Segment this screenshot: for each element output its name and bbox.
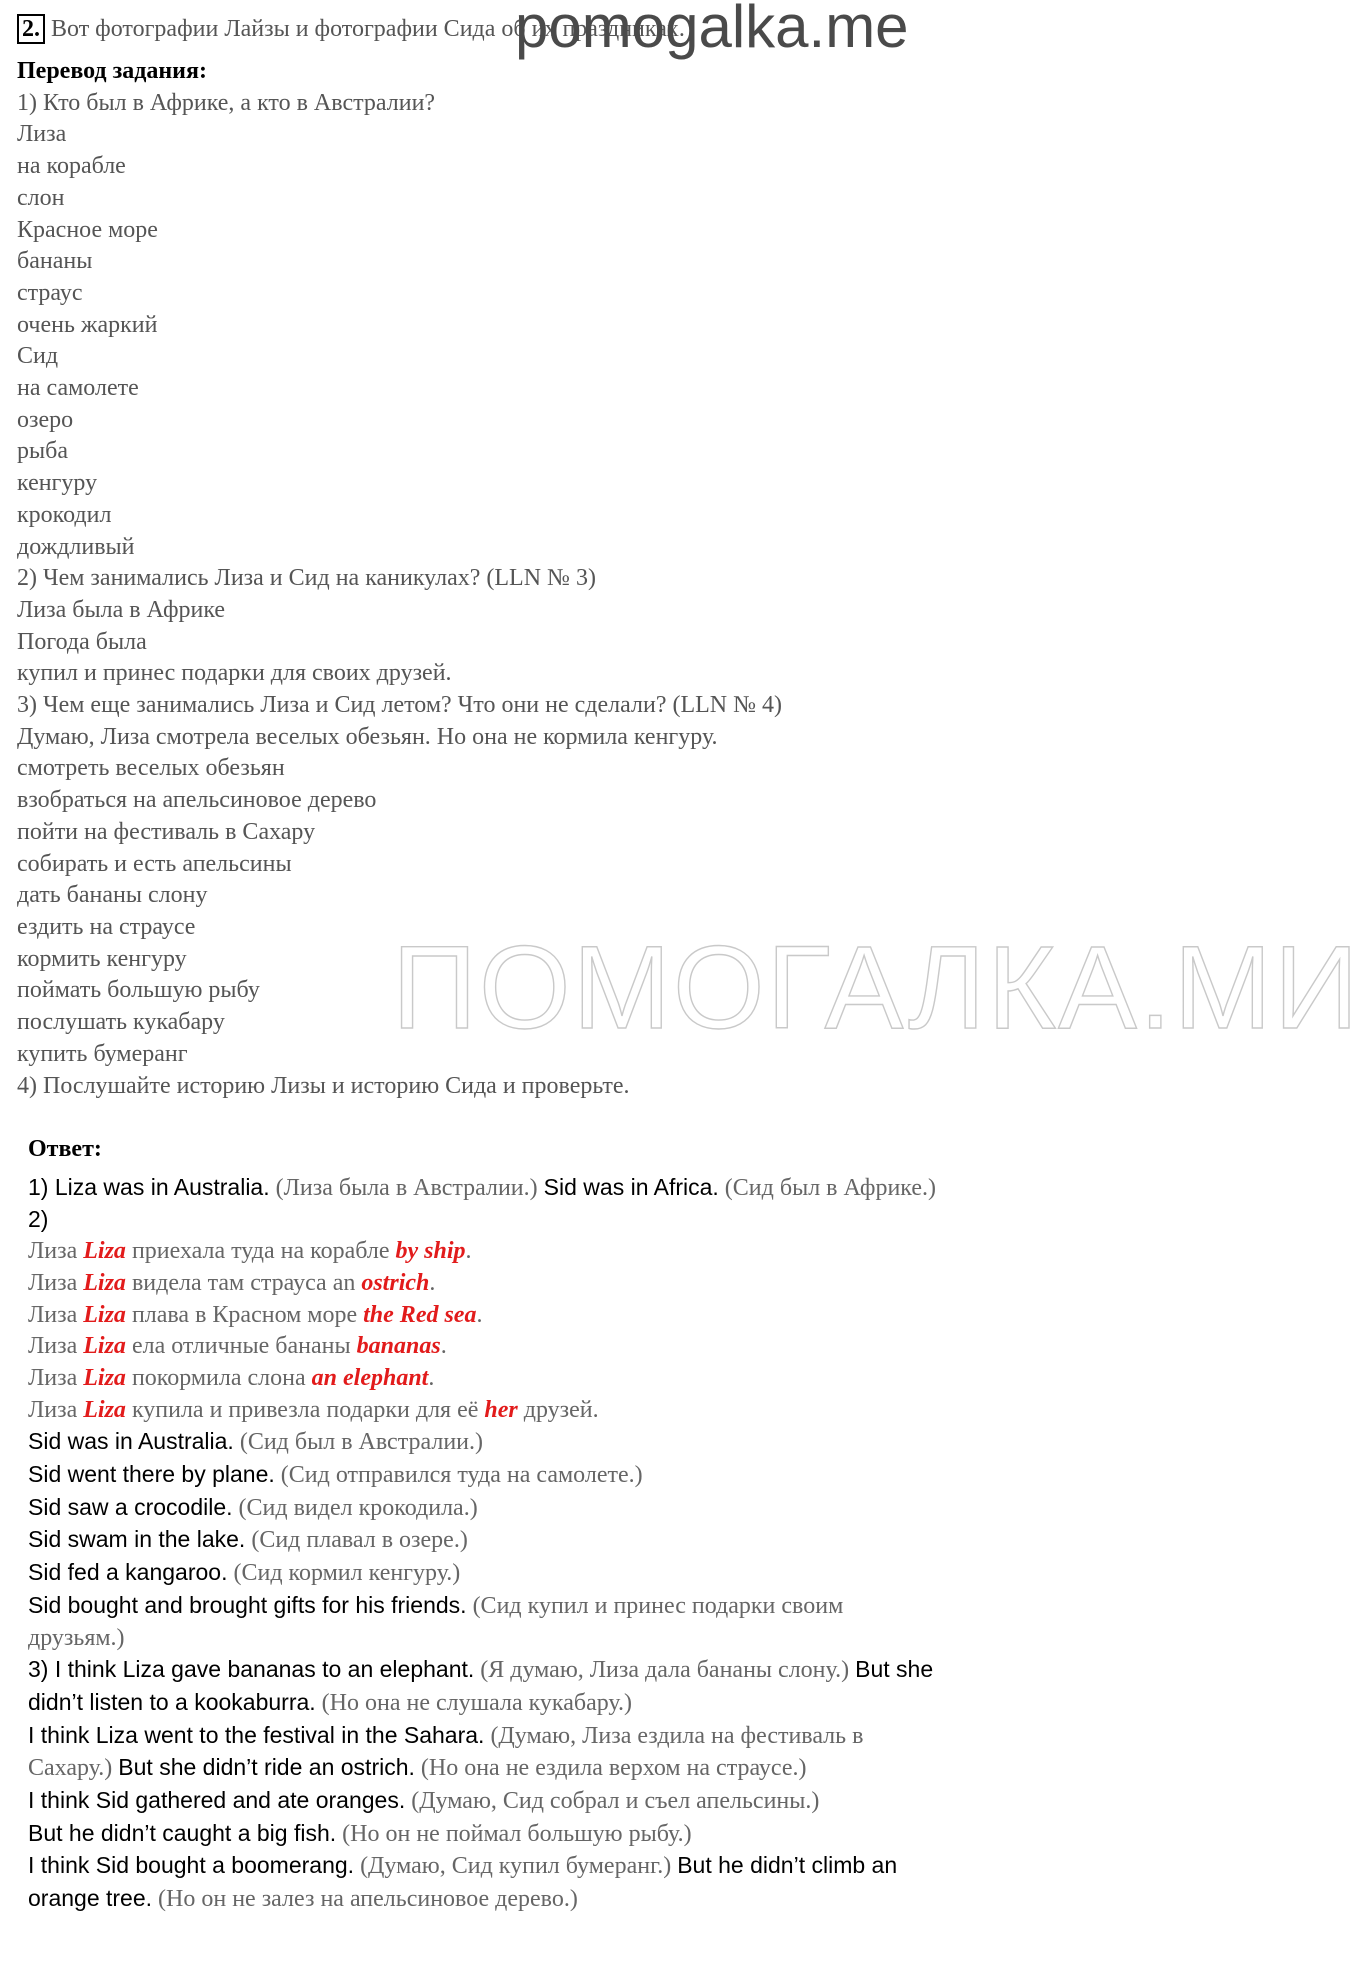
translation-line: слон: [17, 184, 65, 211]
a3-p1-en-2: But she didn’t listen to a kookaburra.: [28, 1656, 934, 1715]
translation-line: 3) Чем еще занимались Лиза и Сид летом? Что они не сделали? (LLN № 4): [17, 692, 782, 719]
translation-line: крокодил: [17, 501, 112, 528]
liza-ru-text: приехала туда на корабле: [125, 1238, 396, 1265]
liza-ru-text: ела отличные бананы: [125, 1333, 357, 1360]
translation-line: на корабле: [17, 153, 126, 180]
liza-en-name: Liza: [83, 1396, 126, 1423]
answer-1: [28, 1172, 938, 1205]
a3-p3-ru-2: (Но он не поймал большую рыбу.): [336, 1820, 692, 1847]
translation-line: 2) Чем занимались Лиза и Сид на каникулах? (LLN № 3): [17, 565, 596, 592]
sid-en-text: Sid went there by plane.: [28, 1461, 275, 1488]
translation-line: Думаю, Лиза смотрела веселых обезьян. Но она не кормила кенгуру.: [17, 723, 718, 750]
liza-ru-end: .: [440, 1333, 447, 1360]
liza-ru-name: Лиза: [28, 1364, 84, 1391]
a3-p2-ru-1: (Думаю, Лиза ездила на фестиваль в Сахару.): [28, 1722, 864, 1782]
translation-line: страус: [17, 279, 83, 306]
a3-p4-en-1: I think Sid bought a boomerang.: [28, 1852, 355, 1879]
a3-p4-en-2: But he didn’t climb an orange tree.: [28, 1852, 898, 1912]
translation-line: купил и принес подарки для своих друзей.: [17, 660, 452, 687]
liza-en-word: her: [484, 1396, 518, 1423]
task-number: 2.: [17, 14, 45, 44]
liza-answer-line: [28, 1395, 938, 1427]
liza-ru-name: Лиза: [28, 1301, 84, 1328]
translation-line: озеро: [17, 406, 74, 433]
answer-3-part-3b: [28, 1818, 938, 1851]
translation-line: собирать и есть апельсины: [17, 850, 292, 877]
sid-gifts-line: [28, 1590, 938, 1654]
liza-ru-end: .: [428, 1364, 435, 1391]
answer-1-ru-2: (Сид был в Африке.): [718, 1174, 937, 1201]
translation-line: дождливый: [17, 533, 135, 560]
liza-answer-line: [28, 1363, 938, 1395]
a3-p1-ru-2: (Но она не слушала кукабару.): [315, 1689, 632, 1716]
translation-line: рыба: [17, 438, 68, 465]
translation-line: бананы: [17, 248, 93, 275]
liza-ru-name: Лиза: [28, 1333, 84, 1360]
liza-ru-end: .: [476, 1301, 483, 1328]
a3-p3-en-2: But he didn’t caught a big fish.: [28, 1819, 337, 1846]
sid-answer-line: [28, 1459, 938, 1492]
sid-ru-text: (Сид был в Австралии.): [233, 1429, 484, 1456]
translation-line: ездить на страусе: [17, 913, 196, 940]
liza-ru-text: видела там страуса an: [125, 1269, 362, 1296]
a3-p3-ru-1: (Думаю, Сид собрал и съел апельсины.): [405, 1788, 820, 1815]
liza-en-name: Liza: [83, 1333, 126, 1360]
translation-heading: Перевод задания:: [17, 58, 207, 84]
a3-p2-en-1: I think Liza went to the festival in the Sahara.: [28, 1721, 485, 1748]
sid-gifts-ru: (Сид купил и принес подарки своим друзьям.): [28, 1592, 844, 1651]
a3-p4-ru-1: (Думаю, Сид купил бумеранг.): [354, 1853, 678, 1880]
translation-line: дать бананы слону: [17, 882, 208, 909]
sid-ru-text: (Сид отправился туда на самолете.): [274, 1462, 643, 1489]
sid-gifts-en: Sid bought and brought gifts for his friends.: [28, 1591, 467, 1618]
sid-answer-line: [28, 1524, 938, 1557]
liza-en-name: Liza: [83, 1301, 126, 1328]
liza-ru-text: плава в Красном море: [125, 1301, 364, 1328]
liza-ru-name: Лиза: [28, 1269, 84, 1296]
liza-answer-line: [28, 1331, 938, 1363]
liza-en-name: Liza: [83, 1269, 126, 1296]
sid-en-text: Sid was in Australia.: [28, 1428, 234, 1455]
liza-ru-name: Лиза: [28, 1238, 84, 1265]
liza-en-word: the Red sea: [363, 1301, 477, 1328]
sid-ru-text: (Сид видел крокодила.): [232, 1494, 478, 1521]
sid-answer-line: [28, 1426, 938, 1459]
sid-en-text: Sid saw a crocodile.: [28, 1493, 233, 1520]
liza-ru-name: Лиза: [28, 1396, 84, 1423]
translation-line: кормить кенгуру: [17, 945, 187, 972]
task-text: Вот фотографии Лайзы и фотографии Сида об их праздниках.: [51, 16, 685, 42]
sid-ru-text: (Сид кормил кенгуру.): [227, 1560, 461, 1587]
translation-line: Сид: [17, 343, 59, 370]
a3-p4-ru-2: (Но он не залез на апельсиновое дерево.): [152, 1886, 578, 1913]
sid-answer-line: [28, 1492, 938, 1525]
liza-en-word: by ship: [395, 1238, 466, 1265]
liza-ru-text: покормила слона: [125, 1364, 312, 1391]
site-watermark-middle: ПОМОГАЛКА.МИ: [392, 922, 1361, 1054]
translation-line: взобраться на апельсиновое дерево: [17, 787, 377, 814]
a3-p1-en-1: 3) I think Liza gave bananas to an elephant.: [28, 1656, 475, 1683]
translation-line: Лиза: [17, 121, 67, 148]
a3-p2-en-2: But she didn’t ride an ostrich.: [118, 1754, 415, 1781]
translation-line: Лиза была в Африке: [17, 596, 226, 623]
translation-line: послушать кукабару: [17, 1009, 225, 1036]
liza-ru-text: купила и привезла подарки для её: [125, 1396, 485, 1423]
translation-line: 1) Кто был в Африке, а кто в Австралии?: [17, 89, 436, 116]
answer-3-part-1: [28, 1654, 938, 1719]
answer-1-en-2: Sid was in Africa.: [543, 1173, 719, 1200]
answer-1-en-1: 1) Liza was in Australia.: [28, 1173, 270, 1200]
liza-en-word: ostrich: [361, 1269, 430, 1296]
liza-answer-line: [28, 1268, 938, 1300]
liza-answer-line: [28, 1300, 938, 1332]
translation-line: на самолете: [17, 375, 139, 402]
liza-ru-end: друзей.: [517, 1396, 599, 1423]
answer-1-ru-1: (Лиза была в Австралии.): [269, 1174, 544, 1201]
site-watermark-top: pomogalka.me: [515, 0, 909, 60]
sid-en-text: Sid fed a kangaroo.: [28, 1559, 228, 1586]
sid-answer-lines: [28, 1426, 938, 1590]
answer-section: [28, 1134, 938, 1916]
a3-p3-en-1: I think Sid gathered and ate oranges.: [28, 1787, 406, 1814]
liza-answer-line: [28, 1236, 938, 1268]
translation-line: купить бумеранг: [17, 1040, 188, 1067]
answer-2-label: 2): [28, 1206, 49, 1233]
liza-ru-end: .: [465, 1238, 472, 1265]
translation-line: очень жаркий: [17, 311, 158, 338]
translation-line: поймать большую рыбу: [17, 977, 260, 1004]
translation-line: смотреть веселых обезьян: [17, 755, 285, 782]
sid-en-text: Sid swam in the lake.: [28, 1526, 246, 1553]
liza-en-name: Liza: [83, 1238, 126, 1265]
translation-line: Погода была: [17, 628, 147, 655]
a3-p2-ru-2: (Но она не ездила верхом на страусе.): [414, 1755, 807, 1782]
answer-3-part-2: [28, 1720, 938, 1785]
liza-en-word: an elephant: [311, 1364, 429, 1391]
sid-ru-text: (Сид плавал в озере.): [245, 1527, 468, 1554]
a3-p1-ru-1: (Я думаю, Лиза дала бананы слону.): [474, 1657, 856, 1684]
translation-line: кенгуру: [17, 470, 98, 497]
translation-line: Красное море: [17, 216, 158, 243]
liza-en-name: Liza: [83, 1364, 126, 1391]
answer-heading: Ответ:: [28, 1136, 102, 1162]
liza-en-word: bananas: [356, 1333, 441, 1360]
translation-line: пойти на фестиваль в Сахару: [17, 818, 316, 845]
liza-ru-end: .: [429, 1269, 436, 1296]
answer-3-part-3: [28, 1785, 938, 1818]
liza-answer-lines: [28, 1236, 938, 1426]
answer-3-part-4: [28, 1850, 938, 1915]
sid-answer-line: [28, 1557, 938, 1590]
translation-line: 4) Послушайте историю Лизы и историю Сида и проверьте.: [17, 1072, 630, 1099]
